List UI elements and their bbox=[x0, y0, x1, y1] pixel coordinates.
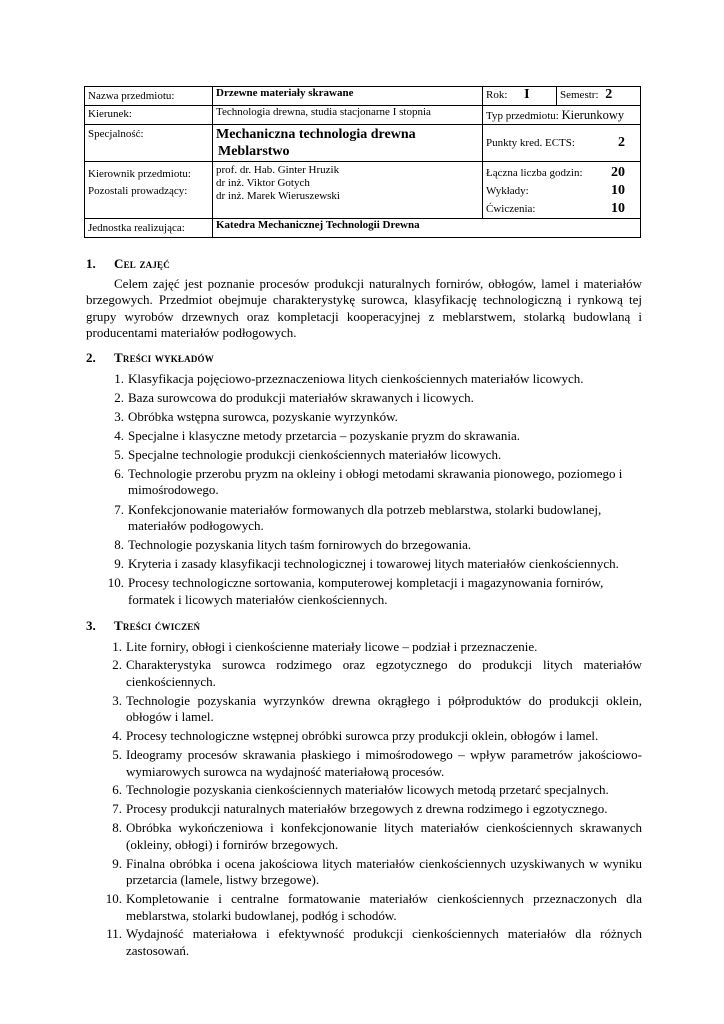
list-item bbox=[86, 428, 642, 445]
list-item-number: 5. bbox=[112, 747, 122, 763]
list-item bbox=[86, 466, 642, 499]
list-item-number: 11. bbox=[106, 926, 122, 942]
list-item bbox=[86, 747, 642, 780]
list-item-number: 8. bbox=[114, 537, 124, 553]
list-item bbox=[86, 575, 642, 608]
list-item-number: 9. bbox=[114, 556, 124, 572]
list-item-text: Klasyfikacja pojęciowo-przeznaczeniowa litych cienkościennych materiałów licowych. bbox=[128, 370, 584, 386]
row-direction bbox=[85, 106, 641, 125]
row-unit bbox=[85, 219, 641, 238]
year-label: Rok: bbox=[486, 89, 508, 101]
list-item bbox=[86, 371, 642, 388]
exercises-label: Ćwiczenia: bbox=[486, 203, 536, 215]
section-goal-text: Celem zajęć jest poznanie procesów produkcji naturalnych fornirów, obłogów, lamel i materiałów brzegowych. Przedmiot obejmuje charakterystykę surowca, klasyfikację technologiczną i rynkową tej grupy wyrobów drzewnych oraz kompletacji kooperacyjnej z meblarstwem, stolarką budowlaną i producentami materiałów podłogowych. bbox=[86, 275, 642, 340]
list-item-text: Technologie przerobu pryzm na okleiny i obłogi metodami skrawania pionowego, poziomego i mimośrodowego. bbox=[128, 465, 623, 498]
section-goal-number: 1. bbox=[86, 256, 96, 271]
list-item-number: 7. bbox=[114, 501, 124, 517]
list-item-text: Baza surowcowa do produkcji materiałów skrawanych i licowych. bbox=[128, 389, 474, 405]
list-item bbox=[86, 856, 642, 889]
specialty-label: Specjalność: bbox=[85, 125, 213, 162]
type-label: Typ przedmiotu: bbox=[486, 110, 559, 122]
list-item-number: 10. bbox=[107, 575, 124, 591]
list-item bbox=[86, 820, 642, 853]
list-item bbox=[86, 801, 642, 818]
list-item-number: 3. bbox=[112, 692, 122, 708]
list-item bbox=[86, 447, 642, 464]
section-goal-heading bbox=[86, 256, 642, 273]
exercises-list bbox=[86, 639, 642, 960]
section-exercises-title: Treści ćwiczeń bbox=[114, 618, 201, 633]
staff-labels bbox=[85, 162, 213, 219]
list-item-number: 4. bbox=[114, 427, 124, 443]
section-lectures bbox=[86, 350, 642, 611]
list-item bbox=[86, 782, 642, 799]
hours-total-label: Łączna liczba godzin: bbox=[486, 167, 583, 179]
section-lectures-heading bbox=[86, 350, 642, 367]
list-item-text: Konfekcjonowanie materiałów formowanych dla potrzeb meblarstwa, stolarki budowlanej, materiałów podłogowych. bbox=[128, 501, 602, 534]
list-item-number: 1. bbox=[112, 638, 122, 654]
list-item bbox=[86, 502, 642, 535]
section-exercises bbox=[86, 618, 642, 962]
list-item-text: Kompletowanie i centralne formatowanie materiałów cienkościennych przeznaczonych dla meblarstwa, stolarki budowlanej, podłóg i schodów. bbox=[126, 891, 642, 923]
direction-value: Technologia drewna, studia stacjonarne I stopnia bbox=[213, 106, 483, 125]
list-item-number: 7. bbox=[112, 801, 122, 817]
year-value: I bbox=[524, 87, 530, 102]
staff-values bbox=[213, 162, 483, 219]
list-item bbox=[86, 728, 642, 745]
list-item-number: 2. bbox=[112, 657, 122, 673]
specialty-value-2: Meblarstwo bbox=[218, 144, 290, 159]
ects-value: 2 bbox=[618, 135, 625, 150]
list-item-text: Specjalne technologie produkcji cienkościennych materiałów licowych. bbox=[128, 446, 502, 462]
list-item-text: Kryteria i zasady klasyfikacji technologicznej i towarowej litych materiałów cienkościennych. bbox=[128, 556, 619, 572]
section-lectures-number: 2. bbox=[86, 350, 96, 365]
others-label: Pozostali prowadzący: bbox=[88, 185, 188, 197]
course-info-table bbox=[84, 86, 641, 238]
list-item-text: Obróbka wykończeniowa i konfekcjonowanie litych materiałów cienkościennych skrawanych (okleiny, obłogi) i fornirów brzegowych. bbox=[126, 820, 642, 852]
unit-value: Katedra Mechanicznej Technologii Drewna bbox=[213, 219, 641, 238]
lectures-value: 10 bbox=[611, 183, 625, 198]
specialty-value-1: Mechaniczna technologia drewna bbox=[216, 127, 416, 142]
list-item-text: Wydajność materiałowa i efektywność produkcji cienkościennych materiałów dla różnych zastosowań. bbox=[126, 926, 642, 958]
head-label: Kierownik przedmiotu: bbox=[88, 168, 191, 180]
section-goal bbox=[86, 256, 642, 342]
section-lectures-title: Treści wykładów bbox=[114, 350, 214, 365]
list-item-text: Technologie pozyskania litych taśm fornirowych do brzegowania. bbox=[128, 537, 472, 553]
semester-cell bbox=[557, 87, 641, 106]
head-value: prof. dr. Hab. Ginter Hruzik bbox=[216, 164, 340, 176]
list-item-number: 5. bbox=[114, 446, 124, 462]
specialty-cell bbox=[213, 125, 483, 162]
section-exercises-number: 3. bbox=[86, 618, 96, 633]
list-item-number: 10. bbox=[105, 891, 122, 907]
list-item bbox=[86, 891, 642, 924]
list-item-text: Technologie pozyskania wyrzynków drewna okrągłego i półproduktów do produkcji oklein, obłogów i lamel. bbox=[126, 692, 642, 725]
list-item-text: Obróbka wstępna surowca, pozyskanie wyrzynków. bbox=[128, 408, 398, 424]
list-item-number: 2. bbox=[114, 389, 124, 405]
direction-label: Kierunek: bbox=[85, 106, 213, 125]
list-item-number: 4. bbox=[112, 728, 122, 744]
row-subject bbox=[85, 87, 641, 106]
subject-value: Drzewne materiały skrawane bbox=[213, 87, 483, 106]
list-item-text: Lite forniry, obłogi i cienkościenne materiały licowe – podział i przeznaczenie. bbox=[126, 638, 538, 654]
unit-label: Jednostka realizująca: bbox=[85, 219, 213, 238]
list-item bbox=[86, 537, 642, 554]
list-item-text: Specjalne i klasyczne metody przetarcia – pozyskanie pryzm do skrawania. bbox=[128, 427, 521, 443]
semester-label: Semestr: bbox=[560, 89, 599, 101]
other-teacher-1: dr inż. Viktor Gotych bbox=[216, 177, 310, 189]
row-specialty bbox=[85, 125, 641, 162]
list-item-number: 1. bbox=[114, 370, 124, 386]
hours-cell bbox=[483, 162, 641, 219]
list-item bbox=[86, 556, 642, 573]
list-item-text: Technologie pozyskania cienkościennych materiałów licowych metodą przetarć specjalnych. bbox=[126, 782, 609, 798]
section-exercises-heading bbox=[86, 618, 642, 635]
list-item bbox=[86, 390, 642, 407]
year-cell bbox=[483, 87, 557, 106]
list-item bbox=[86, 657, 642, 690]
list-item-number: 8. bbox=[112, 820, 122, 836]
lectures-label: Wykłady: bbox=[486, 185, 529, 197]
list-item-number: 6. bbox=[112, 782, 122, 798]
list-item bbox=[86, 409, 642, 426]
type-cell bbox=[483, 106, 641, 125]
list-item-number: 9. bbox=[112, 855, 122, 871]
semester-value: 2 bbox=[605, 87, 613, 102]
ects-cell bbox=[483, 125, 641, 162]
other-teacher-2: dr inż. Marek Wieruszewski bbox=[216, 190, 340, 202]
list-item-text: Charakterystyka surowca rodzimego oraz egzotycznego do produkcji litych materiałów cienkościennych. bbox=[126, 657, 642, 689]
list-item bbox=[86, 693, 642, 726]
list-item-text: Procesy technologiczne sortowania, komputerowej kompletacji i magazynowania fornirów, formatek i licowych materiałów cienkościennych. bbox=[128, 575, 604, 607]
hours-total-value: 20 bbox=[611, 165, 625, 180]
row-staff bbox=[85, 162, 641, 219]
list-item-text: Procesy produkcji naturalnych materiałów brzegowych z drewna rodzimego i egzotycznego. bbox=[126, 801, 608, 817]
list-item-text: Ideogramy procesów skrawania płaskiego i mimośrodowego – wpływ parametrów jakościowo-wymiarowych surowca na wydajność materiałową procesów. bbox=[126, 747, 642, 779]
exercises-value: 10 bbox=[611, 201, 625, 216]
list-item-number: 3. bbox=[114, 408, 124, 424]
list-item-text: Finalna obróbka i ocena jakościowa litych materiałów cienkościennych uzyskiwanych w wyniku przetarcia (lamele, listwy brzegowe). bbox=[126, 855, 642, 888]
lectures-list bbox=[86, 371, 642, 609]
type-value: Kierunkowy bbox=[561, 108, 625, 122]
list-item-text: Procesy technologiczne wstępnej obróbki surowca przy produkcji oklein, obłogów i lamel. bbox=[126, 728, 599, 744]
subject-label: Nazwa przedmiotu: bbox=[85, 87, 213, 106]
list-item-number: 6. bbox=[114, 465, 124, 481]
list-item bbox=[86, 926, 642, 959]
list-item bbox=[86, 639, 642, 656]
ects-label: Punkty kred. ECTS: bbox=[486, 137, 575, 149]
section-goal-title: Cel zajęć bbox=[114, 256, 170, 271]
